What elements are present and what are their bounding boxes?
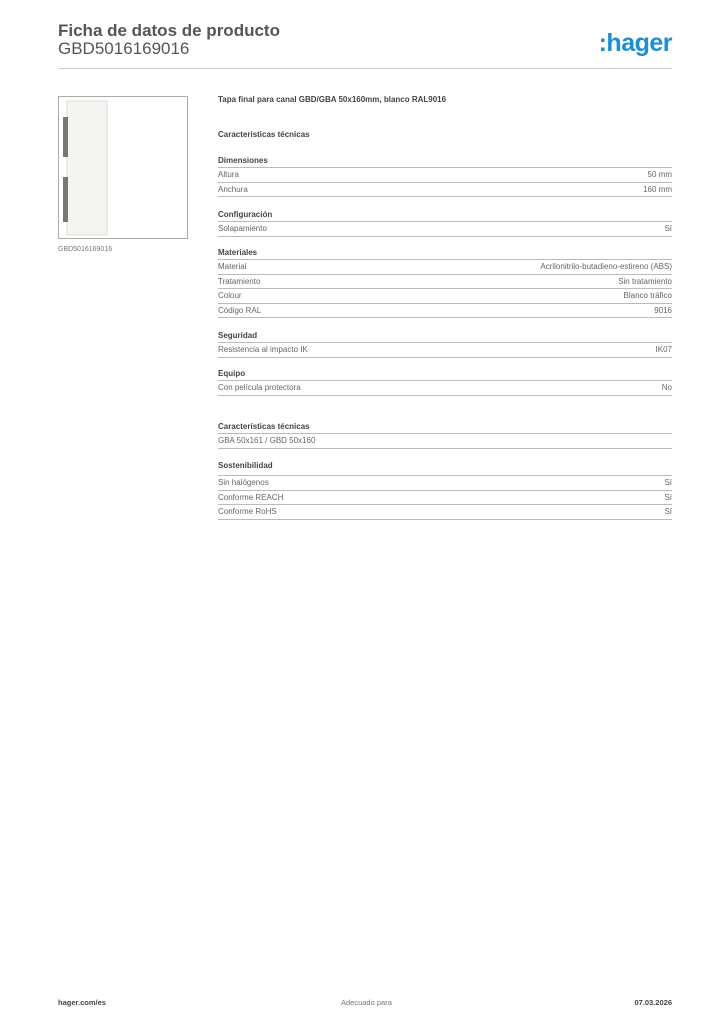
section-dimensiones (218, 155, 672, 197)
row-label: Conforme REACH (218, 492, 284, 502)
table-row (218, 505, 672, 520)
row-value: Blanco tráfico (623, 291, 672, 300)
row-value: No (661, 383, 672, 392)
section-sostenibilidad (218, 459, 672, 520)
row-label: Solapamiento (218, 224, 267, 233)
table-row (218, 275, 672, 290)
row-value: Acrilonitrilo-butadieno-estireno (ABS) (540, 262, 672, 271)
row-value: Sí (664, 507, 672, 516)
product-description: Tapa final para canal GBD/GBA 50x160mm, blanco RAL9016 (218, 95, 447, 104)
row-label: Conforme RoHS (218, 507, 277, 516)
row-label: Anchura (218, 184, 248, 194)
hager-logo: :hager (598, 29, 672, 57)
product-code: GBD5016169016 (58, 39, 190, 58)
row-label: Colour (218, 291, 242, 300)
section-caracteristicas (218, 421, 672, 449)
page-title: Ficha de datos de producto (58, 21, 280, 40)
row-label: Con película protectora (218, 383, 301, 392)
table-row (218, 381, 672, 396)
footer-website[interactable]: hager.com/es (58, 998, 106, 1007)
image-caption: GBD5016169016 (58, 246, 113, 253)
row-label: Resistencia al impacto IK (218, 345, 308, 354)
product-image (58, 96, 188, 239)
section-title: Sostenibilidad (218, 459, 672, 476)
table-row (218, 289, 672, 304)
table-row (218, 491, 672, 506)
section-materiales (218, 247, 672, 318)
footer-date: 07.03.2026 (634, 998, 672, 1007)
row-label: Altura (218, 170, 239, 179)
row-value: Sí (664, 224, 672, 233)
row-value: 9016 (654, 305, 672, 315)
footer-middle: Adecuado para (341, 998, 392, 1007)
row-label: Material (218, 262, 247, 271)
row-value: 160 mm (643, 184, 672, 194)
main-heading: Características técnicas (218, 130, 310, 139)
row-label: GBA 50x161 / GBD 50x160 (218, 436, 316, 445)
row-value: Sin tratamiento (618, 276, 672, 286)
divider (58, 68, 672, 69)
table-row (218, 434, 672, 449)
table-row (218, 222, 672, 237)
row-value: 50 mm (647, 170, 672, 179)
section-configuracion (218, 209, 672, 237)
section-title: Características técnicas (218, 421, 672, 434)
row-value: Sí (664, 478, 672, 487)
row-label: Sin halógenos (218, 478, 269, 487)
row-value: IK07 (655, 345, 672, 354)
section-title: Seguridad (218, 330, 672, 343)
section-title: Equipo (218, 368, 672, 381)
table-row (218, 183, 672, 198)
section-title: Configuración (218, 209, 672, 222)
row-label: Código RAL (218, 305, 262, 315)
table-row (218, 343, 672, 358)
table-row (218, 476, 672, 491)
section-title: Dimensiones (218, 155, 672, 168)
row-label: Tratamiento (218, 276, 261, 286)
table-row (218, 304, 672, 319)
section-seguridad (218, 330, 672, 358)
table-row (218, 168, 672, 183)
section-title: Materiales (218, 247, 672, 260)
table-row (218, 260, 672, 275)
section-equipo (218, 368, 672, 396)
row-value: Sí (664, 492, 672, 502)
